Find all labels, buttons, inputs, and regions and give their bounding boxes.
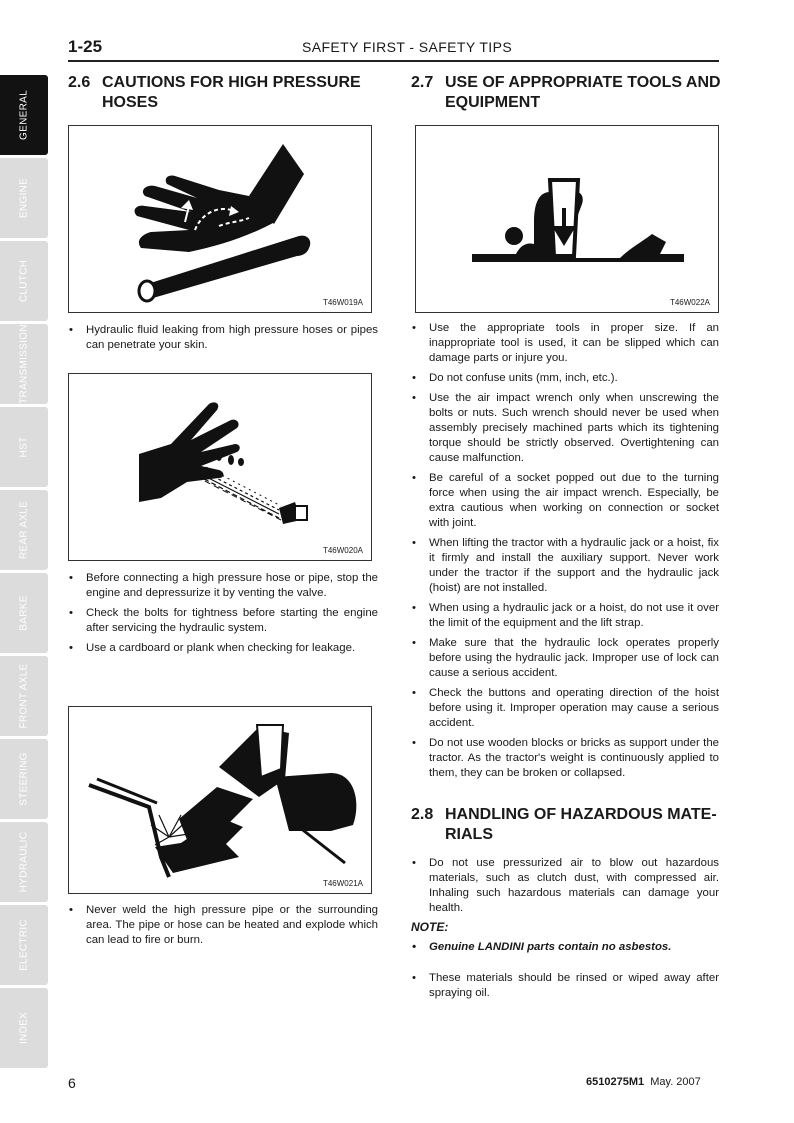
fig3-bullet-list bbox=[68, 903, 378, 953]
list-item: • Use the air impact wrench only when unscrewing the bolts or nuts. Such wrench should never be used when assembly precisely machined parts which its tightening torque should be strictly observed. Overtightening can cause malfunction. bbox=[411, 391, 719, 466]
section-number: 2.6 bbox=[68, 74, 91, 91]
section-title-line-2: RIALS bbox=[445, 826, 493, 843]
tab-steering[interactable]: STEERING bbox=[0, 739, 48, 819]
tab-electric[interactable]: ELECTRIC bbox=[0, 905, 48, 985]
section-number: 2.8 bbox=[411, 806, 434, 823]
after-note-bullet-list bbox=[411, 971, 719, 1006]
figure-hose-leak bbox=[68, 125, 372, 313]
section-2-7-bullet-list bbox=[411, 321, 719, 786]
figure-code: T46W022A bbox=[669, 298, 710, 307]
page-reference: 1-25 bbox=[68, 37, 103, 56]
fig2-bullet-list bbox=[68, 571, 378, 661]
tab-index[interactable]: INDEX bbox=[0, 988, 48, 1068]
tab-front-axle[interactable]: FRONT AXLE bbox=[0, 656, 48, 736]
fig1-bullet-list bbox=[68, 323, 378, 358]
tab-rear-axle[interactable]: REAR AXLE bbox=[0, 490, 48, 570]
list-item: • Do not use pressurized air to blow out hazardous materials, such as clutch dust, with compressed air. Inhaling such hazardous materials can damage your health. bbox=[411, 856, 719, 916]
tab-hydraulic[interactable]: HYDRAULIC bbox=[0, 822, 48, 902]
section-title: USE OF APPROPRIATE TOOLS AND EQUIPMENT bbox=[445, 74, 721, 111]
figure-code: T46W019A bbox=[322, 298, 363, 307]
tab-engine[interactable]: ENGINE bbox=[0, 158, 48, 238]
section-2-6-heading bbox=[68, 73, 378, 113]
list-item: • Hydraulic fluid leaking from high pressure hoses or pipes can penetrate your skin. bbox=[68, 323, 378, 353]
tab-barke[interactable]: BARKE bbox=[0, 573, 48, 653]
list-item: • Make sure that the hydraulic lock operates properly before using the hydraulic jack. Improper use of lock can cause a serious accident. bbox=[411, 636, 719, 681]
doc-date: May. 2007 bbox=[650, 1076, 701, 1088]
hand-leak-illustration bbox=[69, 126, 371, 312]
list-item: • Be careful of a socket popped out due to the turning force when using the air impact wrench. Especially, be extra cautious when working on connection or socket with joint. bbox=[411, 471, 719, 531]
section-2-8-heading bbox=[411, 805, 721, 845]
figure-welding bbox=[68, 706, 372, 894]
tab-general[interactable]: GENERAL bbox=[0, 75, 48, 155]
note-list bbox=[411, 940, 719, 960]
note-item: • Genuine LANDINI parts contain no asbestos. bbox=[411, 940, 719, 955]
header-title: SAFETY FIRST - SAFETY TIPS bbox=[302, 39, 513, 55]
tab-hst[interactable]: HST bbox=[0, 407, 48, 487]
page-number: 6 bbox=[68, 1075, 76, 1091]
figure-code: T46W021A bbox=[322, 879, 363, 888]
section-2-7-heading bbox=[411, 73, 721, 113]
list-item: • Use the appropriate tools in proper size. If an inappropriate tool is used, it can be slipped which can damage parts or injure you. bbox=[411, 321, 719, 366]
section-number: 2.7 bbox=[411, 74, 434, 91]
note-label: NOTE: bbox=[411, 920, 449, 934]
figure-crush bbox=[415, 125, 719, 313]
list-item: • Before connecting a high pressure hose or pipe, stop the engine and depressurize it by venting the valve. bbox=[68, 571, 378, 601]
section-2-8-bullet-list bbox=[411, 856, 719, 921]
list-item: • Check the buttons and operating direction of the hoist before using it. Improper operation may cause a serious accident. bbox=[411, 686, 719, 731]
figure-spray bbox=[68, 373, 372, 561]
figure-code: T46W020A bbox=[322, 546, 363, 555]
spray-illustration bbox=[69, 374, 371, 560]
doc-code: 6510275M1 bbox=[586, 1076, 645, 1088]
list-item: • Do not confuse units (mm, inch, etc.). bbox=[411, 371, 719, 386]
list-item: • Do not use wooden blocks or bricks as support under the tractor. As the tractor's weight is continuously applied to them, they can be broken or collapsed. bbox=[411, 736, 719, 781]
list-item: • When using a hydraulic jack or a hoist, do not use it over the limit of the equipment and the lift strap. bbox=[411, 601, 719, 631]
section-title-line-1: HANDLING OF HAZARDOUS MATE- bbox=[445, 806, 717, 823]
doc-code-date bbox=[586, 1076, 701, 1088]
header-rule bbox=[68, 60, 719, 62]
welding-illustration bbox=[69, 707, 371, 893]
section-title: CAUTIONS FOR HIGH PRESSURE HOSES bbox=[102, 74, 361, 111]
list-item: • When lifting the tractor with a hydraulic jack or a hoist, fix it firmly and install the auxiliary support. Never work under the tractor if the support and the hydraulic jack (hoist) are not installed. bbox=[411, 536, 719, 596]
tab-clutch[interactable]: CLUTCH bbox=[0, 241, 48, 321]
list-item: • These materials should be rinsed or wiped away after spraying oil. bbox=[411, 971, 719, 1001]
crush-hazard-illustration bbox=[416, 126, 718, 312]
list-item: • Check the bolts for tightness before starting the engine after servicing the hydraulic system. bbox=[68, 606, 378, 636]
list-item: • Use a cardboard or plank when checking for leakage. bbox=[68, 641, 378, 656]
tab-transmission[interactable]: TRANSMISSION bbox=[0, 324, 48, 404]
list-item: • Never weld the high pressure pipe or the surrounding area. The pipe or hose can be heated and explode which can lead to fire or burn. bbox=[68, 903, 378, 948]
